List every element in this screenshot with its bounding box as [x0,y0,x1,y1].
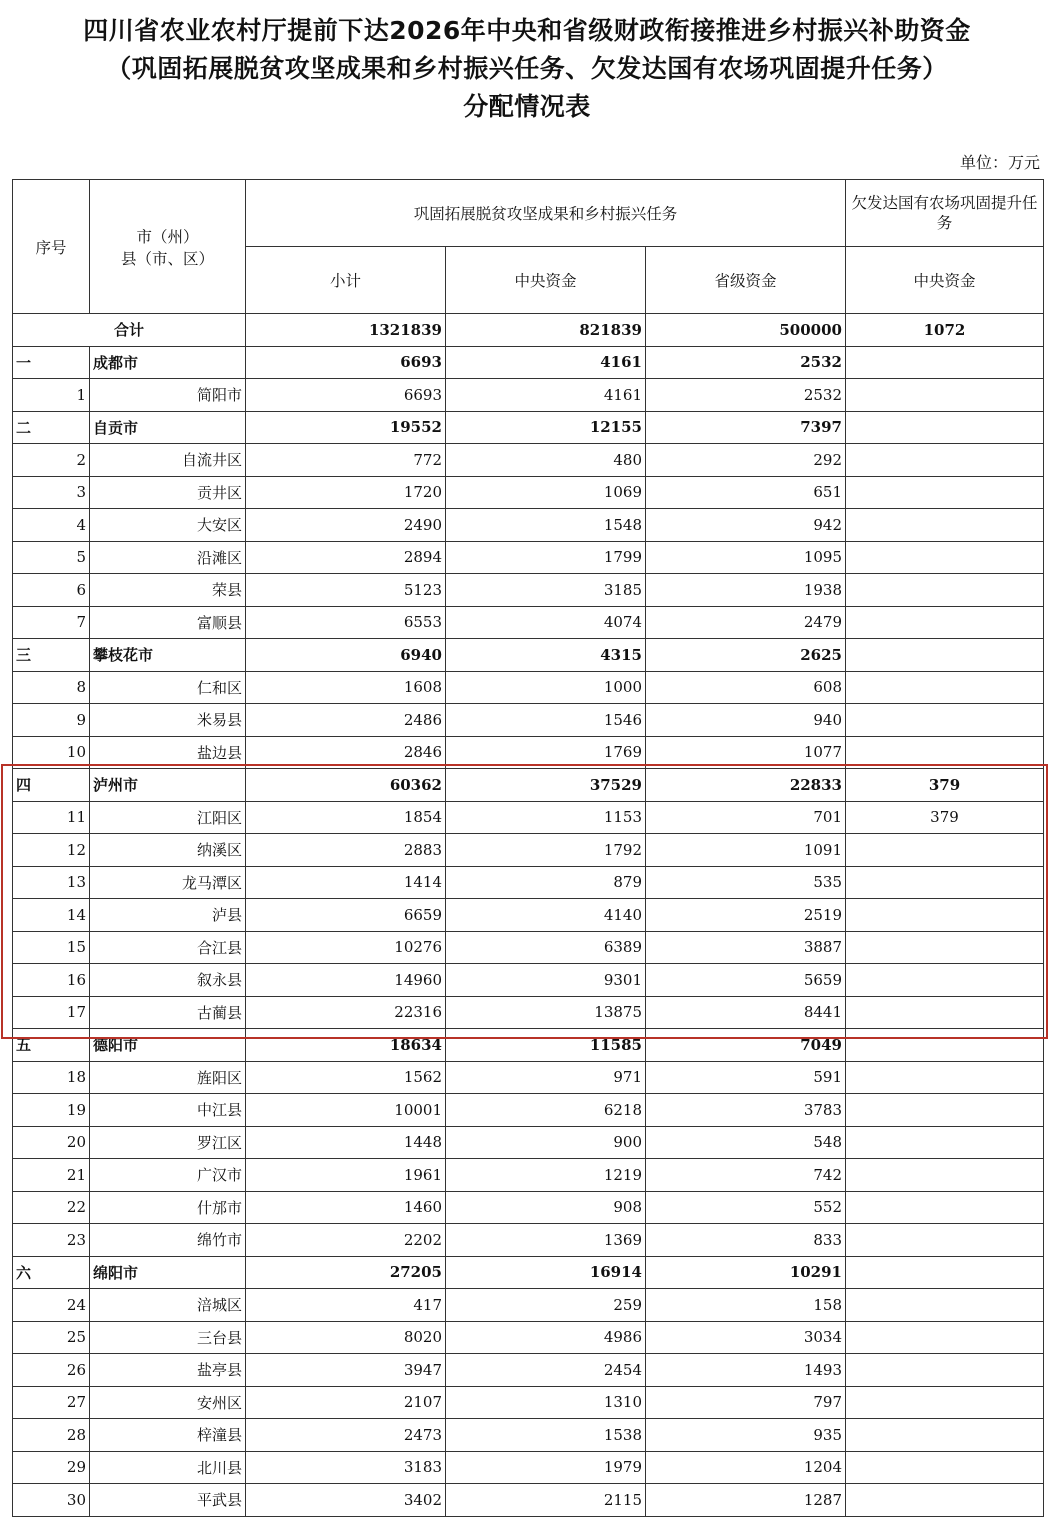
central-cell: 6218 [446,1094,646,1127]
central-cell: 879 [446,866,646,899]
provincial-cell: 701 [646,801,846,834]
city-row [13,1256,1044,1289]
seq-cell: 8 [13,671,90,704]
region-name-cell: 古蔺县 [90,996,246,1029]
farm-central-cell [846,606,1044,639]
header-provincial: 省级资金 [646,247,846,314]
subtotal-cell: 6940 [246,639,446,672]
central-cell: 9301 [446,964,646,997]
subtotal-cell: 2490 [246,509,446,542]
farm-central-cell [846,1061,1044,1094]
provincial-cell: 1493 [646,1354,846,1387]
provincial-cell: 651 [646,476,846,509]
farm-central-cell [846,1029,1044,1062]
region-name-cell: 三台县 [90,1321,246,1354]
subtotal-cell: 3402 [246,1484,446,1517]
provincial-cell: 2532 [646,346,846,379]
subtotal-cell: 14960 [246,964,446,997]
table-row [13,964,1044,997]
central-cell: 1799 [446,541,646,574]
table-row [13,606,1044,639]
central-cell: 4315 [446,639,646,672]
city-row [13,1029,1044,1062]
region-name-cell: 富顺县 [90,606,246,639]
table-row [13,1419,1044,1452]
farm-central-cell [846,346,1044,379]
seq-cell: 7 [13,606,90,639]
subtotal-cell: 6693 [246,379,446,412]
subtotal-cell: 27205 [246,1256,446,1289]
subtotal-cell: 1720 [246,476,446,509]
region-name-cell: 沿滩区 [90,541,246,574]
seq-cell: 6 [13,574,90,607]
seq-cell: 二 [13,411,90,444]
provincial-cell: 292 [646,444,846,477]
farm-central-cell [846,964,1044,997]
central-cell: 1310 [446,1386,646,1419]
total-label: 合计 [13,314,246,347]
seq-cell: 28 [13,1419,90,1452]
subtotal-cell: 22316 [246,996,446,1029]
total-central: 821839 [446,314,646,347]
provincial-cell: 7397 [646,411,846,444]
header-region [90,180,246,314]
subtotal-cell: 1961 [246,1159,446,1192]
provincial-cell: 1077 [646,736,846,769]
subtotal-cell: 18634 [246,1029,446,1062]
seq-cell: 17 [13,996,90,1029]
table-row [13,1224,1044,1257]
farm-central-cell [846,1126,1044,1159]
central-cell: 259 [446,1289,646,1322]
farm-central-cell [846,1419,1044,1452]
seq-cell: 27 [13,1386,90,1419]
table-row [13,1061,1044,1094]
region-name-cell: 梓潼县 [90,1419,246,1452]
farm-central-cell [846,411,1044,444]
unit-label: 单位：万元 [959,153,1040,172]
central-cell: 1546 [446,704,646,737]
region-name-cell: 中江县 [90,1094,246,1127]
subtotal-cell: 2202 [246,1224,446,1257]
central-cell: 16914 [446,1256,646,1289]
subtotal-cell: 19552 [246,411,446,444]
subtotal-cell: 5123 [246,574,446,607]
seq-cell: 22 [13,1191,90,1224]
table-row [13,1289,1044,1322]
central-cell: 11585 [446,1029,646,1062]
central-cell: 1153 [446,801,646,834]
header-row-1 [13,180,1044,247]
provincial-cell: 22833 [646,769,846,802]
provincial-cell: 608 [646,671,846,704]
seq-cell: 20 [13,1126,90,1159]
region-name-cell: 德阳市 [90,1029,246,1062]
seq-cell: 六 [13,1256,90,1289]
central-cell: 13875 [446,996,646,1029]
seq-cell: 26 [13,1354,90,1387]
provincial-cell: 7049 [646,1029,846,1062]
provincial-cell: 2625 [646,639,846,672]
farm-central-cell [846,931,1044,964]
city-row [13,411,1044,444]
subtotal-cell: 10001 [246,1094,446,1127]
central-cell: 4074 [446,606,646,639]
farm-central-cell [846,1289,1044,1322]
provincial-cell: 1938 [646,574,846,607]
total-subtotal: 1321839 [246,314,446,347]
provincial-cell: 1091 [646,834,846,867]
central-cell: 2115 [446,1484,646,1517]
region-name-cell: 绵阳市 [90,1256,246,1289]
farm-central-cell [846,1321,1044,1354]
provincial-cell: 2479 [646,606,846,639]
central-cell: 1769 [446,736,646,769]
seq-cell: 5 [13,541,90,574]
farm-central-cell [846,704,1044,737]
region-name-cell: 合江县 [90,931,246,964]
subtotal-cell: 6659 [246,899,446,932]
region-name-cell: 什邡市 [90,1191,246,1224]
table-row [13,704,1044,737]
header-central: 中央资金 [446,247,646,314]
table-row [13,834,1044,867]
seq-cell: 16 [13,964,90,997]
seq-cell: 19 [13,1094,90,1127]
provincial-cell: 5659 [646,964,846,997]
header-region-line1: 市（州） [136,227,199,246]
table-row [13,671,1044,704]
seq-cell: 15 [13,931,90,964]
table-row [13,1451,1044,1484]
region-name-cell: 旌阳区 [90,1061,246,1094]
region-name-cell: 泸县 [90,899,246,932]
subtotal-cell: 1854 [246,801,446,834]
farm-central-cell [846,1386,1044,1419]
provincial-cell: 942 [646,509,846,542]
region-name-cell: 绵竹市 [90,1224,246,1257]
region-name-cell: 成都市 [90,346,246,379]
farm-central-cell [846,639,1044,672]
seq-cell: 23 [13,1224,90,1257]
farm-central-cell [846,1224,1044,1257]
total-farm: 1072 [846,314,1044,347]
subtotal-cell: 1448 [246,1126,446,1159]
central-cell: 4161 [446,379,646,412]
farm-central-cell [846,671,1044,704]
provincial-cell: 548 [646,1126,846,1159]
region-name-cell: 叙永县 [90,964,246,997]
farm-central-cell [846,476,1044,509]
region-name-cell: 盐亭县 [90,1354,246,1387]
region-name-cell: 龙马潭区 [90,866,246,899]
region-name-cell: 荣县 [90,574,246,607]
subtotal-cell: 6553 [246,606,446,639]
table-row [13,444,1044,477]
provincial-cell: 2532 [646,379,846,412]
seq-cell: 18 [13,1061,90,1094]
central-cell: 1069 [446,476,646,509]
seq-cell: 21 [13,1159,90,1192]
subtotal-cell: 2883 [246,834,446,867]
central-cell: 37529 [446,769,646,802]
farm-central-cell [846,996,1044,1029]
header-group-rural: 巩固拓展脱贫攻坚成果和乡村振兴任务 [246,180,846,247]
provincial-cell: 3887 [646,931,846,964]
seq-cell: 3 [13,476,90,509]
central-cell: 2454 [446,1354,646,1387]
allocation-table [12,179,1044,1517]
seq-cell: 4 [13,509,90,542]
table-row [13,1386,1044,1419]
provincial-cell: 1287 [646,1484,846,1517]
seq-cell: 12 [13,834,90,867]
city-row [13,769,1044,802]
central-cell: 1548 [446,509,646,542]
region-name-cell: 泸州市 [90,769,246,802]
provincial-cell: 535 [646,866,846,899]
farm-central-cell [846,899,1044,932]
table-row [13,1321,1044,1354]
region-name-cell: 贡井区 [90,476,246,509]
seq-cell: 2 [13,444,90,477]
seq-cell: 10 [13,736,90,769]
seq-cell: 四 [13,769,90,802]
table-row [13,379,1044,412]
subtotal-cell: 10276 [246,931,446,964]
document-title-line-1: 四川省农业农村厅提前下达2026年中央和省级财政衔接推进乡村振兴补助资金 [83,16,971,45]
table-row [13,574,1044,607]
seq-cell: 30 [13,1484,90,1517]
subtotal-cell: 1460 [246,1191,446,1224]
farm-central-cell [846,379,1044,412]
city-row [13,346,1044,379]
region-name-cell: 自流井区 [90,444,246,477]
table-row [13,931,1044,964]
table-row [13,996,1044,1029]
farm-central-cell [846,1159,1044,1192]
subtotal-cell: 60362 [246,769,446,802]
subtotal-cell: 2486 [246,704,446,737]
table-row [13,1126,1044,1159]
farm-central-cell [846,1484,1044,1517]
farm-central-cell: 379 [846,801,1044,834]
subtotal-cell: 2846 [246,736,446,769]
provincial-cell: 10291 [646,1256,846,1289]
region-name-cell: 米易县 [90,704,246,737]
subtotal-cell: 8020 [246,1321,446,1354]
table-row [13,476,1044,509]
provincial-cell: 2519 [646,899,846,932]
seq-cell: 25 [13,1321,90,1354]
provincial-cell: 833 [646,1224,846,1257]
region-name-cell: 罗江区 [90,1126,246,1159]
region-name-cell: 攀枝花市 [90,639,246,672]
seq-cell: 三 [13,639,90,672]
provincial-cell: 3034 [646,1321,846,1354]
table-row [13,899,1044,932]
subtotal-cell: 3183 [246,1451,446,1484]
subtotal-cell: 417 [246,1289,446,1322]
farm-central-cell: 379 [846,769,1044,802]
region-name-cell: 仁和区 [90,671,246,704]
central-cell: 1792 [446,834,646,867]
seq-cell: 五 [13,1029,90,1062]
region-name-cell: 江阳区 [90,801,246,834]
header-seq: 序号 [13,180,90,314]
seq-cell: 29 [13,1451,90,1484]
subtotal-cell: 772 [246,444,446,477]
region-name-cell: 盐边县 [90,736,246,769]
central-cell: 971 [446,1061,646,1094]
farm-central-cell [846,1451,1044,1484]
provincial-cell: 1204 [646,1451,846,1484]
seq-cell: 一 [13,346,90,379]
farm-central-cell [846,574,1044,607]
region-name-cell: 简阳市 [90,379,246,412]
region-name-cell: 北川县 [90,1451,246,1484]
central-cell: 4140 [446,899,646,932]
central-cell: 1219 [446,1159,646,1192]
region-name-cell: 涪城区 [90,1289,246,1322]
subtotal-cell: 1562 [246,1061,446,1094]
central-cell: 900 [446,1126,646,1159]
document-title-line-3: 分配情况表 [463,92,591,121]
provincial-cell: 797 [646,1386,846,1419]
table-row [13,1159,1044,1192]
provincial-cell: 742 [646,1159,846,1192]
city-row [13,639,1044,672]
region-name-cell: 广汉市 [90,1159,246,1192]
subtotal-cell: 3947 [246,1354,446,1387]
table-row [13,509,1044,542]
table-row [13,541,1044,574]
central-cell: 1000 [446,671,646,704]
central-cell: 3185 [446,574,646,607]
header-subtotal: 小计 [246,247,446,314]
total-row [13,314,1044,347]
header-group-farm: 欠发达国有农场巩固提升任务 [846,180,1044,247]
provincial-cell: 940 [646,704,846,737]
header-region-line2: 县（市、区） [120,249,214,268]
central-cell: 1369 [446,1224,646,1257]
subtotal-cell: 2473 [246,1419,446,1452]
farm-central-cell [846,509,1044,542]
header-farm-central: 中央资金 [846,247,1044,314]
document-title-line-2: （巩固拓展脱贫攻坚成果和乡村振兴任务、欠发达国有农场巩固提升任务） [106,54,948,83]
farm-central-cell [846,541,1044,574]
central-cell: 1538 [446,1419,646,1452]
region-name-cell: 纳溪区 [90,834,246,867]
table-row [13,1191,1044,1224]
provincial-cell: 8441 [646,996,846,1029]
subtotal-cell: 2894 [246,541,446,574]
region-name-cell: 大安区 [90,509,246,542]
table-row [13,736,1044,769]
central-cell: 4161 [446,346,646,379]
seq-cell: 13 [13,866,90,899]
subtotal-cell: 1608 [246,671,446,704]
subtotal-cell: 2107 [246,1386,446,1419]
region-name-cell: 平武县 [90,1484,246,1517]
farm-central-cell [846,866,1044,899]
farm-central-cell [846,1354,1044,1387]
region-name-cell: 安州区 [90,1386,246,1419]
provincial-cell: 3783 [646,1094,846,1127]
farm-central-cell [846,1191,1044,1224]
central-cell: 12155 [446,411,646,444]
table-row [13,1484,1044,1517]
seq-cell: 1 [13,379,90,412]
provincial-cell: 591 [646,1061,846,1094]
table-row [13,801,1044,834]
seq-cell: 24 [13,1289,90,1322]
central-cell: 6389 [446,931,646,964]
table-row [13,1094,1044,1127]
farm-central-cell [846,834,1044,867]
table-row [13,866,1044,899]
provincial-cell: 935 [646,1419,846,1452]
central-cell: 480 [446,444,646,477]
central-cell: 908 [446,1191,646,1224]
farm-central-cell [846,1256,1044,1289]
total-provincial: 500000 [646,314,846,347]
seq-cell: 14 [13,899,90,932]
region-name-cell: 自贡市 [90,411,246,444]
provincial-cell: 1095 [646,541,846,574]
seq-cell: 11 [13,801,90,834]
central-cell: 4986 [446,1321,646,1354]
subtotal-cell: 1414 [246,866,446,899]
provincial-cell: 158 [646,1289,846,1322]
table-row [13,1354,1044,1387]
subtotal-cell: 6693 [246,346,446,379]
seq-cell: 9 [13,704,90,737]
farm-central-cell [846,1094,1044,1127]
central-cell: 1979 [446,1451,646,1484]
provincial-cell: 552 [646,1191,846,1224]
farm-central-cell [846,444,1044,477]
farm-central-cell [846,736,1044,769]
